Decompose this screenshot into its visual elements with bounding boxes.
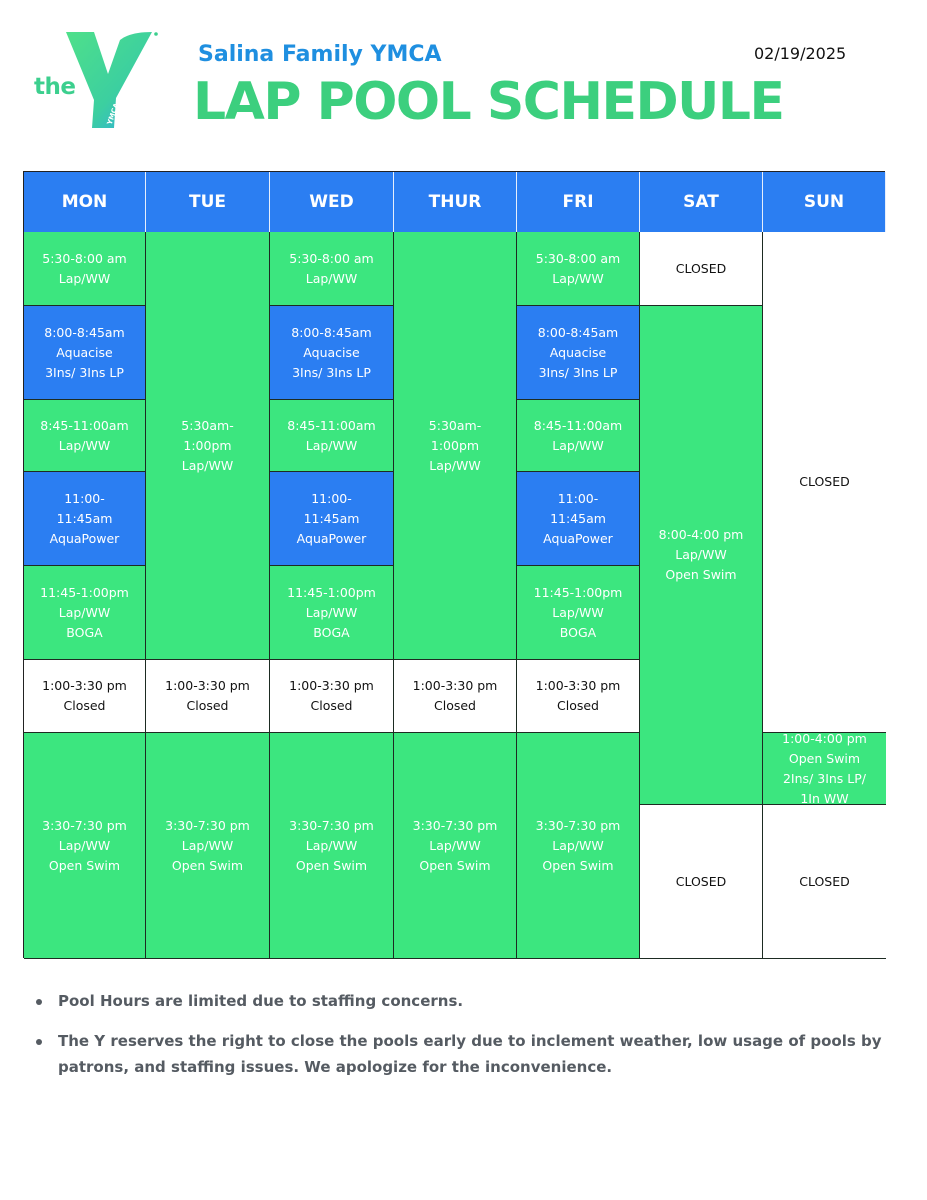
mon-slot-2: 8:00-8:45am Aquacise 3Ins/ 3Ins LP (24, 306, 146, 400)
fri-slot-2: 8:00-8:45am Aquacise 3Ins/ 3Ins LP (517, 306, 640, 400)
tue-slot-2: 1:00-3:30 pm Closed (146, 660, 270, 733)
thur-slot-1: 5:30am- 1:00pm Lap/WW (394, 232, 517, 660)
tue-slot-1: 5:30am- 1:00pm Lap/WW (146, 232, 270, 660)
wed-slot-5: 11:45-1:00pm Lap/WW BOGA (270, 566, 394, 660)
fri-slot-5: 11:45-1:00pm Lap/WW BOGA (517, 566, 640, 660)
notes-list (36, 988, 886, 1094)
tue-slot-3: 3:30-7:30 pm Lap/WW Open Swim (146, 733, 270, 959)
note-item (36, 1028, 886, 1080)
mon-slot-7: 3:30-7:30 pm Lap/WW Open Swim (24, 733, 146, 959)
header-sat: SAT (640, 172, 763, 232)
header-sun: SUN (763, 172, 886, 232)
wed-slot-3: 8:45-11:00am Lap/WW (270, 400, 394, 472)
wed-slot-6: 1:00-3:30 pm Closed (270, 660, 394, 733)
fri-slot-6: 1:00-3:30 pm Closed (517, 660, 640, 733)
bullet-icon (36, 999, 42, 1005)
sun-slot-3: CLOSED (763, 805, 886, 959)
header-thur: THUR (394, 172, 517, 232)
logo-the-text: the (34, 74, 76, 100)
wed-slot-4: 11:00- 11:45am AquaPower (270, 472, 394, 566)
note-item (36, 988, 886, 1014)
header-mon: MON (24, 172, 146, 232)
mon-slot-1: 5:30-8:00 am Lap/WW (24, 232, 146, 306)
wed-slot-1: 5:30-8:00 am Lap/WW (270, 232, 394, 306)
schedule-table (23, 171, 885, 958)
wed-slot-2: 8:00-8:45am Aquacise 3Ins/ 3Ins LP (270, 306, 394, 400)
mon-slot-4: 11:00- 11:45am AquaPower (24, 472, 146, 566)
fri-slot-4: 11:00- 11:45am AquaPower (517, 472, 640, 566)
bullet-icon (36, 1039, 42, 1045)
schedule-date: 02/19/2025 (754, 44, 847, 63)
sun-slot-2: 1:00-4:00 pm Open Swim 2Ins/ 3Ins LP/ 1In WW (763, 733, 886, 805)
sun-slot-1: CLOSED (763, 232, 886, 733)
thur-slot-3: 3:30-7:30 pm Lap/WW Open Swim (394, 733, 517, 959)
fri-slot-7: 3:30-7:30 pm Lap/WW Open Swim (517, 733, 640, 959)
header-wed: WED (270, 172, 394, 232)
note-text: The Y reserves the right to close the pools early due to inclement weather, low usage of pools by patrons, and staffing issues. We apologize for the inconvenience. (58, 1032, 882, 1076)
fri-slot-3: 8:45-11:00am Lap/WW (517, 400, 640, 472)
thur-slot-2: 1:00-3:30 pm Closed (394, 660, 517, 733)
ymca-logo (34, 30, 164, 135)
sat-slot-2: 8:00-4:00 pm Lap/WW Open Swim (640, 306, 763, 805)
wed-slot-7: 3:30-7:30 pm Lap/WW Open Swim (270, 733, 394, 959)
logo-ymca-text: YMCA (105, 102, 121, 126)
mon-slot-6: 1:00-3:30 pm Closed (24, 660, 146, 733)
sat-slot-1: CLOSED (640, 232, 763, 306)
fri-slot-1: 5:30-8:00 am Lap/WW (517, 232, 640, 306)
mon-slot-3: 8:45-11:00am Lap/WW (24, 400, 146, 472)
header-tue: TUE (146, 172, 270, 232)
org-name: Salina Family YMCA (198, 42, 442, 67)
sat-slot-3: CLOSED (640, 805, 763, 959)
mon-slot-5: 11:45-1:00pm Lap/WW BOGA (24, 566, 146, 660)
header-fri: FRI (517, 172, 640, 232)
page-title: LAP POOL SCHEDULE (193, 72, 784, 132)
note-text: Pool Hours are limited due to staffing concerns. (58, 992, 464, 1010)
